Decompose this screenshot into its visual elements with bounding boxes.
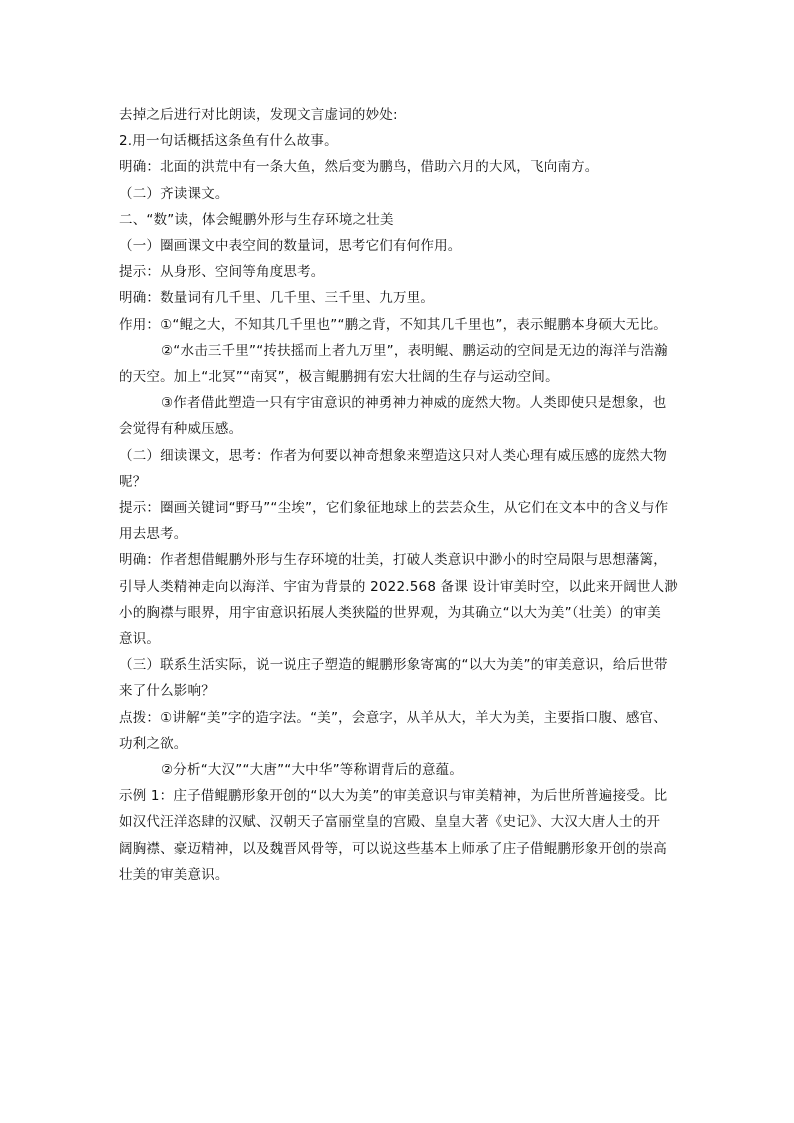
text-line: 小的胸襟与眼界，用宇宙意识拓展人类狭隘的世界观，为其确立“以大为美”（壮美）的审美 [119,604,661,621]
text-line: 功利之欲。 [119,735,188,752]
text-line: 引导人类精神走向以海洋、宇宙为背景的 2022.568 备课 设计审美时空，以此来开阔世人渺 [119,578,678,595]
section-heading: （一）圈画课文中表空间的数量词，思考它们有何作用。 [119,238,462,255]
text-line: 会觉得有种威压感。 [119,421,243,438]
section-heading: （三）联系生活实际，说一说庄子塑造的鲲鹏形象寄寓的“以大为美”的审美意识，给后世带 [119,657,668,674]
text-line: 用去思考。 [119,526,188,543]
text-line: 壮美的审美意识。 [119,866,229,883]
text-line: 2.用一句话概括这条鱼有什么故事。 [119,133,338,150]
text-line: 点拨：①讲解“美”字的造字法。“美”，会意字，从羊从大，羊大为美，主要指口腹、感官、 [119,709,667,726]
text-line: 去掉之后进行对比朗读，发现文言虚词的妙处: [119,107,398,123]
text-line: 阔胸襟、豪迈精神，以及魏晋风骨等，可以说这些基本上师承了庄子借鲲鹏形象开创的崇高 [119,840,667,857]
text-line: 如汉代汪洋恣肆的汉赋、汉朝天子富丽堂皇的宫殿、皇皇大著《史记》、大汉大唐人士的开 [119,814,661,831]
text-line: 提示：圈画关键词“野马”“尘埃”，它们象征地球上的芸芸众生，从它们在文本中的含义与作 [119,500,669,517]
text-line-indented: ②“水击三千里”“抟扶摇而上者九万里”，表明鲲、鹏运动的空间是无边的海洋与浩瀚 [161,342,668,359]
text-line: 作用：①“鲲之大，不知其几千里也”“鹏之背，不知其几千里也”，表示鲲鹏本身硕大无比。 [119,316,667,333]
text-line: 意识。 [119,631,161,648]
section-heading: 二、“数”读，体会鲲鹏外形与生存环境之壮美 [119,211,394,228]
document-body [119,102,679,888]
text-line-indented: ③作者借此塑造一只有宇宙意识的神勇神力神威的庞然大物。人类即使只是想象，也 [161,395,667,412]
section-heading: （二）齐读课文。 [119,185,229,202]
text-line: 明确：北面的洪荒中有一条大鱼，然后变为鹏鸟，借助六月的大风，飞向南方。 [119,159,599,176]
section-heading: （二）细读课文，思考：作者为何要以神奇想象来塑造这只对人类心理有威压感的庞然大物 [119,447,667,464]
text-line: 来了什么影响？ [119,683,215,700]
text-line: 示例 1：庄子借鲲鹏形象开创的“以大为美”的审美意识与审美精神，为后世所普遍接受。比 [119,788,668,805]
text-line: 明确：作者想借鲲鹏外形与生存环境的壮美，打破人类意识中渺小的时空局限与思想藩篱， [119,552,667,569]
text-line: 提示：从身形、空间等角度思考。 [119,264,325,281]
text-line-indented: ②分析“大汉”“大唐”“大中华”等称谓背后的意蕴。 [161,762,464,779]
text-line: 明确：数量词有几千里、几千里、三千里、九万里。 [119,290,435,307]
text-line: 的天空。加上“北冥”“南冥”，极言鲲鹏拥有宏大壮阔的生存与运动空间。 [119,369,559,386]
text-line: 呢？ [119,473,147,490]
